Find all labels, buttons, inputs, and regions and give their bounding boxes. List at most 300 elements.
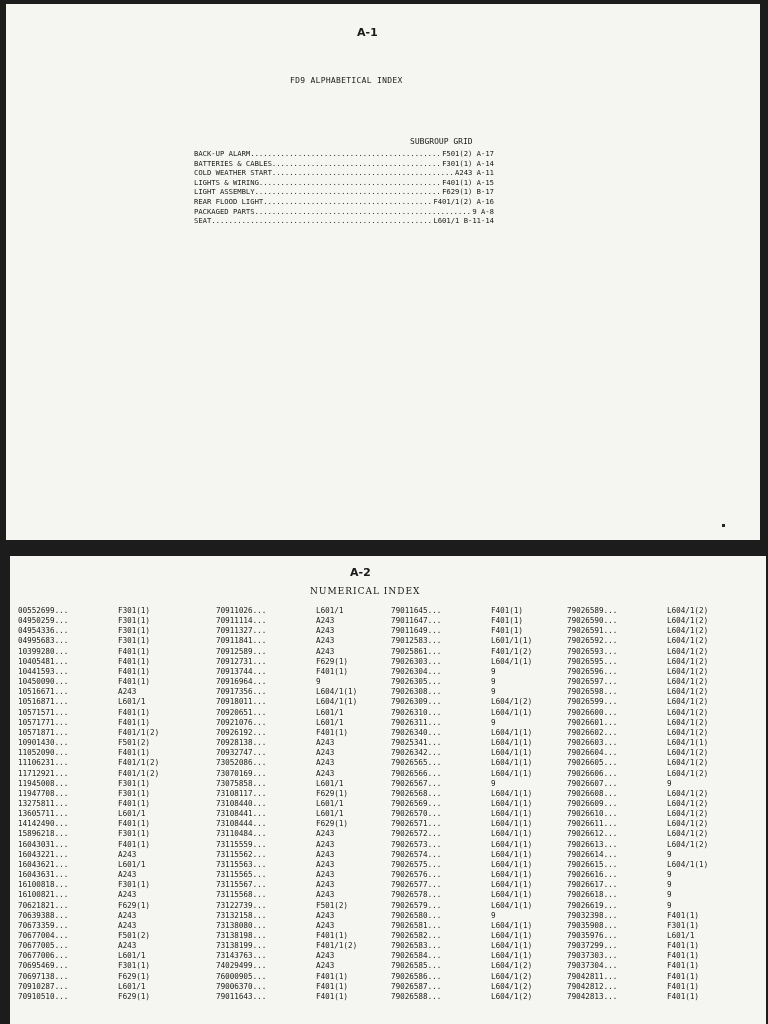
part-number: 70920651... (216, 707, 267, 717)
numerical-index-row (567, 667, 739, 677)
subgroup-ref: F401(1) (667, 961, 700, 971)
subgroup-ref: L604/1(1) (491, 849, 533, 859)
part-number: 79026584... (391, 951, 442, 961)
entry-subgroup-grid: F401(1) A-15 (442, 177, 494, 187)
part-number: 79026303... (391, 656, 442, 666)
entry-name: PACKAGED PARTS (194, 206, 255, 216)
part-number: 70911114... (216, 616, 267, 626)
numerical-index-row (18, 931, 190, 941)
part-number: 16043221... (18, 849, 69, 859)
numerical-index-row (216, 921, 388, 931)
subgroup-ref: F401(1) (316, 727, 349, 737)
subgroup-ref: A243 (316, 870, 335, 880)
part-number: 04954336... (18, 626, 69, 636)
part-number: 79026617... (567, 880, 618, 890)
subgroup-ref: L604/1(1) (491, 870, 533, 880)
numerical-index-row (18, 901, 190, 911)
subgroup-ref: F401(1) (118, 717, 151, 727)
subgroup-ref: L604/1(1) (491, 819, 533, 829)
part-number: 79026595... (567, 656, 618, 666)
numerical-index-row (216, 616, 388, 626)
numerical-index-row (391, 819, 563, 829)
part-number: 70912731... (216, 656, 267, 666)
numerical-index-row (18, 708, 190, 718)
part-number: 11106231... (18, 758, 69, 768)
numerical-index-row (216, 667, 388, 677)
entry-subgroup-grid: F401/1(2) A-16 (433, 196, 494, 206)
numerical-index-row (391, 992, 563, 1002)
part-number: 79026592... (567, 636, 618, 646)
dot-leader (211, 216, 433, 226)
part-number: 13605711... (18, 809, 69, 819)
numerical-index-row (567, 738, 739, 748)
numerical-index-row (567, 829, 739, 839)
subgroup-ref: L604/1(2) (667, 727, 709, 737)
subgroup-ref: F401(1) (491, 626, 524, 636)
numerical-index-row (18, 748, 190, 758)
numerical-index-row (216, 992, 388, 1002)
subgroup-ref: L604/1(2) (667, 768, 709, 778)
subgroup-ref: L601/1 (316, 606, 344, 615)
numerical-index-row (18, 789, 190, 799)
subgroup-ref: L604/1(1) (491, 707, 533, 717)
part-number: 79026573... (391, 839, 442, 849)
numerical-index-row (18, 779, 190, 789)
numerical-index-row (567, 992, 739, 1002)
entry-name: BATTERIES & CABLES (194, 158, 272, 168)
subgroup-ref: F629(1) (118, 991, 151, 1001)
numerical-index-row (18, 636, 190, 646)
part-number: 73115562... (216, 849, 267, 859)
subgroup-ref: L604/1(1) (667, 859, 709, 869)
part-number: 79026581... (391, 920, 442, 930)
subgroup-ref: A243 (316, 768, 335, 778)
subgroup-ref: A243 (118, 920, 137, 930)
part-number: 79026578... (391, 890, 442, 900)
numerical-index-row (391, 951, 563, 961)
subgroup-ref: L604/1(2) (667, 788, 709, 798)
part-number: 14142490... (18, 819, 69, 829)
numerical-index-row (216, 779, 388, 789)
subgroup-ref: L601/1 (316, 717, 344, 727)
numerical-index-row (391, 657, 563, 667)
subgroup-ref: A243 (316, 738, 335, 748)
subgroup-ref: 9 (667, 880, 672, 890)
numerical-index-row (216, 677, 388, 687)
part-number: 73143763... (216, 951, 267, 961)
subgroup-ref: F629(1) (316, 656, 349, 666)
numerical-index-row (18, 687, 190, 697)
part-number: 79026618... (567, 890, 618, 900)
numerical-index-row (18, 606, 190, 616)
numerical-index-row (391, 779, 563, 789)
numerical-index-row (567, 921, 739, 931)
subgroup-ref: L604/1(2) (491, 697, 533, 707)
numerical-index-row (216, 687, 388, 697)
part-number: 70912589... (216, 646, 267, 656)
part-number: 00552699... (18, 606, 69, 615)
subgroup-ref: F401(1) (667, 991, 700, 1001)
subgroup-ref: L601/1 (118, 697, 146, 707)
part-number: 79026606... (567, 768, 618, 778)
subgroup-ref: 9 (316, 677, 321, 687)
part-number: 10516871... (18, 697, 69, 707)
part-number: 11052090... (18, 748, 69, 758)
subgroup-ref: F401(1) (316, 981, 349, 991)
subgroup-ref: L604/1(1) (491, 798, 533, 808)
subgroup-ref: F301(1) (118, 606, 151, 615)
part-number: 70928138... (216, 738, 267, 748)
numerical-index-row (567, 789, 739, 799)
subgroup-ref: L601/1 (118, 951, 146, 961)
numerical-index-row (391, 880, 563, 890)
numerical-index-row (18, 799, 190, 809)
subgroup-ref: F301(1) (667, 920, 700, 930)
part-number: 73122739... (216, 900, 267, 910)
part-number: 79037299... (567, 941, 618, 951)
part-number: 73108441... (216, 809, 267, 819)
numerical-index-row (216, 850, 388, 860)
subgroup-ref: L604/1(1) (667, 738, 709, 748)
part-number: 70910287... (18, 981, 69, 991)
part-number: 70911026... (216, 606, 267, 615)
subgroup-ref: L604/1(1) (491, 809, 533, 819)
part-number: 04995683... (18, 636, 69, 646)
part-number: 10901430... (18, 738, 69, 748)
numerical-index-row (567, 982, 739, 992)
subgroup-ref: F301(1) (118, 829, 151, 839)
part-number: 15896218... (18, 829, 69, 839)
part-number: 79026609... (567, 798, 618, 808)
part-number: 79042813... (567, 991, 618, 1001)
subgroup-ref: F401(1) (118, 677, 151, 687)
subgroup-ref: A243 (118, 870, 137, 880)
subgroup-ref: 9 (491, 910, 496, 920)
subgroup-ref: F401(1) (667, 971, 700, 981)
part-number: 73115565... (216, 870, 267, 880)
subgroup-ref: F401(1) (118, 666, 151, 676)
subgroup-ref: F401(1) (316, 971, 349, 981)
numerical-index-row (216, 951, 388, 961)
subgroup-ref: F401(1) (118, 798, 151, 808)
numerical-index-row (391, 921, 563, 931)
part-number: 79026586... (391, 971, 442, 981)
numerical-index-row (216, 870, 388, 880)
part-number: 79026599... (567, 697, 618, 707)
part-number: 79032398... (567, 910, 618, 920)
subgroup-ref: F501(2) (118, 931, 151, 940)
subgroup-ref: F401(1) (316, 931, 349, 940)
part-number: 79026579... (391, 900, 442, 910)
part-number: 70913744... (216, 666, 267, 676)
numerical-index-column-1 (18, 606, 190, 1002)
subgroup-ref: A243 (316, 748, 335, 758)
subgroup-ref: L604/1(2) (667, 758, 709, 768)
numerical-index-row (216, 819, 388, 829)
numerical-index-row (391, 758, 563, 768)
alpha-index-entry (194, 168, 494, 178)
part-number: 79026588... (391, 991, 442, 1001)
numerical-index-row (391, 860, 563, 870)
part-number: 79026612... (567, 829, 618, 839)
part-number: 10516671... (18, 687, 69, 697)
numerical-index-row (391, 870, 563, 880)
numerical-index-row (216, 941, 388, 951)
subgroup-ref: 9 (667, 849, 672, 859)
numerical-index-row (567, 901, 739, 911)
numerical-index-row (216, 901, 388, 911)
part-number: 79026575... (391, 859, 442, 869)
part-number: 79035976... (567, 931, 618, 940)
part-number: 04950259... (18, 616, 69, 626)
part-number: 70697138... (18, 971, 69, 981)
part-number: 16043031... (18, 839, 69, 849)
subgroup-ref: A243 (316, 758, 335, 768)
entry-subgroup-grid: F301(1) A-14 (442, 158, 494, 168)
numerical-index-row (216, 657, 388, 667)
part-number: 16100818... (18, 880, 69, 890)
subgroup-ref: F501(2) (316, 900, 349, 910)
subgroup-ref: L601/1 (316, 798, 344, 808)
entry-name: COLD WEATHER START (194, 168, 272, 178)
numerical-index-row (567, 758, 739, 768)
numerical-index-row (567, 870, 739, 880)
subgroup-ref: 9 (667, 890, 672, 900)
numerical-index-row (567, 636, 739, 646)
subgroup-ref: L604/1(2) (667, 839, 709, 849)
numerical-index-row (567, 961, 739, 971)
subgroup-ref: F629(1) (316, 788, 349, 798)
numerical-index-row (391, 677, 563, 687)
subgroup-ref: F301(1) (118, 961, 151, 971)
numerical-index-row (391, 809, 563, 819)
numerical-index-row (18, 921, 190, 931)
numerical-index-row (391, 789, 563, 799)
numerical-index-row (391, 901, 563, 911)
subgroup-ref: L604/1(1) (491, 768, 533, 778)
subgroup-ref: 9 (667, 900, 672, 910)
subgroup-ref: L604/1(1) (491, 738, 533, 748)
numerical-index-row (18, 738, 190, 748)
numerical-index-row (567, 687, 739, 697)
numerical-index-row (567, 718, 739, 728)
subgroup-ref: F401(1) (316, 991, 349, 1001)
part-number: 70916964... (216, 677, 267, 687)
entry-name: LIGHT ASSEMBLY (194, 187, 255, 197)
numerical-index-row (391, 738, 563, 748)
numerical-index-row (216, 982, 388, 992)
subgroup-ref: L601/1 (316, 707, 344, 717)
numerical-index-row (391, 972, 563, 982)
numerical-index-row (216, 809, 388, 819)
subgroup-ref: L601/1 (118, 809, 146, 819)
numerical-index-row (18, 657, 190, 667)
part-number: 10450090... (18, 677, 69, 687)
part-number: 79026582... (391, 931, 442, 940)
subgroup-ref: A243 (316, 636, 335, 646)
numerical-index-row (216, 880, 388, 890)
part-number: 79026616... (567, 870, 618, 880)
part-number: 79006370... (216, 981, 267, 991)
numerical-index-row (18, 829, 190, 839)
dot-leader (259, 178, 442, 188)
subgroup-grid-header: SUBGROUP GRID (410, 137, 473, 146)
part-number: 79026601... (567, 717, 618, 727)
subgroup-ref: L604/1(2) (491, 981, 533, 991)
part-number: 79026571... (391, 819, 442, 829)
part-number: 79026304... (391, 666, 442, 676)
entry-subgroup-grid: A243 A-11 (455, 168, 494, 178)
part-number: 70921076... (216, 717, 267, 727)
subgroup-ref: F401(1) (118, 748, 151, 758)
subgroup-ref: F401(1) (118, 819, 151, 829)
part-number: 79026570... (391, 809, 442, 819)
part-number: 79026567... (391, 778, 442, 788)
part-number: 74029499... (216, 961, 267, 971)
subgroup-ref: F401(1) (667, 941, 700, 951)
part-number: 70677004... (18, 931, 69, 940)
subgroup-ref: L604/1(1) (491, 890, 533, 900)
part-number: 79026600... (567, 707, 618, 717)
subgroup-ref: L604/1(2) (491, 961, 533, 971)
part-number: 73115563... (216, 859, 267, 869)
numerical-index-row (391, 708, 563, 718)
part-number: 79011649... (391, 626, 442, 636)
numerical-index-row (567, 657, 739, 667)
numerical-index-row (216, 769, 388, 779)
numerical-index-row (18, 677, 190, 687)
numerical-index-row (391, 616, 563, 626)
subgroup-ref: L604/1(2) (667, 616, 709, 626)
numerical-index-row (567, 890, 739, 900)
entry-name: REAR FLOOD LIGHT (194, 196, 264, 206)
subgroup-ref: 9 (491, 677, 496, 687)
dot-leader (272, 168, 455, 178)
subgroup-ref: A243 (316, 646, 335, 656)
numerical-index-row (391, 636, 563, 646)
subgroup-ref: F301(1) (118, 788, 151, 798)
dot-leader (263, 197, 433, 207)
numerical-index-row (391, 718, 563, 728)
subgroup-ref: L604/1(1) (491, 656, 533, 666)
subgroup-ref: F401(1) (118, 656, 151, 666)
alpha-index-entry (194, 187, 494, 197)
part-number: 79026593... (567, 646, 618, 656)
subgroup-ref: L601/1 (316, 778, 344, 788)
subgroup-ref: A243 (118, 890, 137, 900)
subgroup-ref: L604/1(2) (491, 971, 533, 981)
part-number: 79035908... (567, 920, 618, 930)
dot-leader (255, 187, 442, 197)
subgroup-ref: F401(1) (316, 666, 349, 676)
part-number: 73138199... (216, 941, 267, 951)
subgroup-ref: F501(2) (118, 738, 151, 748)
subgroup-ref: L601/1 (118, 859, 146, 869)
numerical-index-row (216, 647, 388, 657)
numerical-index-row (391, 687, 563, 697)
numerical-index-row (567, 819, 739, 829)
subgroup-ref: A243 (118, 941, 137, 951)
entry-subgroup-grid: F629(1) B-17 (442, 187, 494, 197)
numerical-index-row (216, 626, 388, 636)
part-number: 79026310... (391, 707, 442, 717)
subgroup-ref: A243 (118, 910, 137, 920)
part-number: 79011643... (216, 991, 267, 1001)
numerical-index-row (391, 769, 563, 779)
numerical-index-row (567, 748, 739, 758)
numerical-index-row (18, 911, 190, 921)
numerical-index-row (18, 819, 190, 829)
part-number: 79026608... (567, 788, 618, 798)
part-number: 73075858... (216, 778, 267, 788)
numerical-index-row (18, 809, 190, 819)
numerical-index-row (216, 748, 388, 758)
part-number: 79026611... (567, 819, 618, 829)
subgroup-ref: L604/1(2) (667, 798, 709, 808)
part-number: 79037304... (567, 961, 618, 971)
part-number: 79026580... (391, 910, 442, 920)
numerical-index-row (18, 718, 190, 728)
numerical-index-row (567, 840, 739, 850)
numerical-index-row (18, 769, 190, 779)
numerical-index-row (567, 616, 739, 626)
subgroup-ref: L604/1(1) (491, 920, 533, 930)
numerical-index-row (567, 911, 739, 921)
subgroup-ref: A243 (316, 920, 335, 930)
part-number: 70673359... (18, 920, 69, 930)
subgroup-ref: F401(1) (667, 951, 700, 961)
subgroup-ref: F401/1(2) (316, 941, 358, 951)
numerical-index-row (216, 738, 388, 748)
numerical-index-row (216, 840, 388, 850)
subgroup-ref: A243 (316, 849, 335, 859)
part-number: 79026566... (391, 768, 442, 778)
subgroup-ref: L604/1(1) (316, 697, 358, 707)
subgroup-ref: L604/1(1) (316, 687, 358, 697)
numerical-index-row (567, 860, 739, 870)
part-number: 79026587... (391, 981, 442, 991)
subgroup-ref: L604/1(2) (667, 606, 709, 615)
part-number: 73115559... (216, 839, 267, 849)
part-number: 79026597... (567, 677, 618, 687)
part-number: 79026607... (567, 778, 618, 788)
numerical-index-row (567, 647, 739, 657)
subgroup-ref: F401(1) (118, 646, 151, 656)
subgroup-ref: A243 (316, 890, 335, 900)
part-number: 73108117... (216, 788, 267, 798)
part-number: 79026585... (391, 961, 442, 971)
subgroup-ref: F401(1) (667, 981, 700, 991)
subgroup-ref: F401(1) (118, 707, 151, 717)
numerical-index-row (216, 697, 388, 707)
part-number: 79026589... (567, 606, 618, 615)
numerical-index-row (391, 961, 563, 971)
part-number: 79026605... (567, 758, 618, 768)
numerical-index-column-2 (216, 606, 388, 1002)
subgroup-ref: L604/1(2) (667, 626, 709, 636)
subgroup-ref: F301(1) (118, 778, 151, 788)
subgroup-ref: L604/1(1) (491, 951, 533, 961)
dot-leader (255, 207, 473, 217)
subgroup-ref: L604/1(2) (667, 636, 709, 646)
subgroup-ref: L604/1(2) (667, 717, 709, 727)
subgroup-ref: A243 (316, 859, 335, 869)
part-number: 73108444... (216, 819, 267, 829)
subgroup-ref: L604/1(1) (491, 788, 533, 798)
subgroup-ref: L604/1(2) (667, 656, 709, 666)
page-title: FD9 ALPHABETICAL INDEX (290, 76, 403, 85)
numerical-index-row (216, 728, 388, 738)
